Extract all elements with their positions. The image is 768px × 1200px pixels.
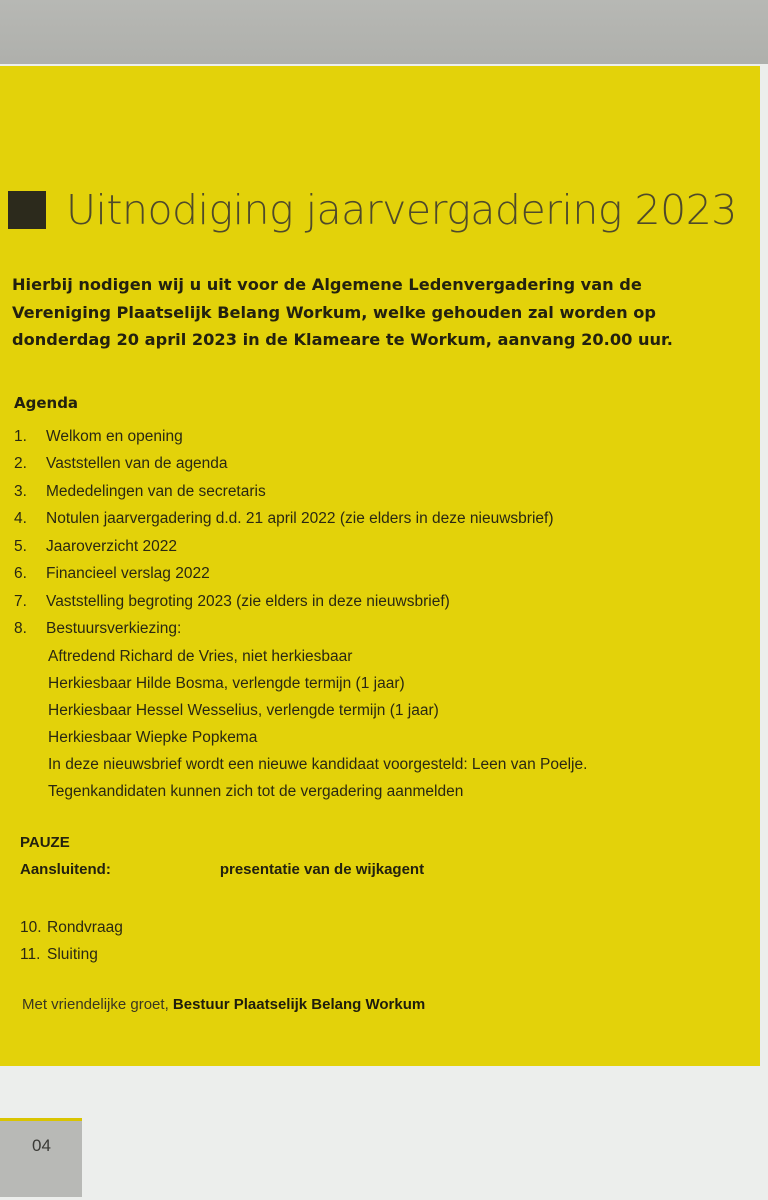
- top-background: [0, 0, 768, 68]
- agenda-heading: Agenda: [14, 394, 79, 412]
- subsequent-text: presentatie van de wijkagent: [219, 861, 425, 878]
- agenda-list: [14, 423, 744, 805]
- agenda-item: [20, 941, 123, 968]
- agenda-item-number: 7.: [14, 592, 27, 610]
- agenda-item-text: Notulen jaarvergadering d.d. 21 april 2022 (zie elders in deze nieuwsbrief): [46, 510, 554, 528]
- intro-line: Hierbij nodigen wij u uit voor de Algemene Ledenvergadering van de: [12, 275, 642, 294]
- agenda-item-number: 4.: [14, 510, 27, 528]
- title-row: [8, 186, 737, 234]
- agenda-item: [14, 506, 744, 534]
- page-number-box: [0, 1118, 82, 1197]
- agenda-item-number: 2.: [14, 455, 27, 473]
- agenda-item-text: Rondvraag: [47, 918, 123, 936]
- page-title: Uitnodiging jaarvergadering 2023: [66, 186, 737, 234]
- agenda-item-number: 10.: [20, 918, 42, 936]
- agenda-item-text: Vaststellen van de agenda: [46, 455, 228, 473]
- agenda-item-text: Welkom en opening: [46, 427, 183, 445]
- subsequent-label: Aansluitend:: [20, 861, 111, 878]
- intro-line: Vereniging Plaatselijk Belang Workum, welke gehouden zal worden op: [12, 302, 656, 322]
- yellow-panel: [0, 66, 760, 1066]
- agenda-item-number: 5.: [14, 537, 27, 555]
- election-line: Herkiesbaar Hessel Wesselius, verlengde termijn (1 jaar): [48, 701, 439, 719]
- agenda-item: [14, 423, 744, 451]
- agenda-item-number: 11.: [20, 945, 41, 963]
- agenda-item-text: Bestuursverkiezing:: [46, 620, 182, 638]
- agenda-item: [14, 533, 744, 561]
- election-line: Herkiesbaar Hilde Bosma, verlengde termijn (1 jaar): [48, 674, 405, 692]
- intro-line: donderdag 20 april 2023 in de Klameare te Workum, aanvang 20.00 uur.: [12, 330, 673, 349]
- greeting-prefix: Met vriendelijke groet,: [22, 996, 169, 1013]
- election-line: Herkiesbaar Wiepke Popkema: [48, 728, 258, 746]
- agenda-item-text: Financieel verslag 2022: [46, 565, 210, 583]
- greeting-signature: Bestuur Plaatselijk Belang Workum: [172, 996, 426, 1013]
- agenda-item-number: 3.: [14, 482, 27, 500]
- agenda-item-text: Sluiting: [47, 945, 98, 963]
- election-line: Tegenkandidaten kunnen zich tot de vergadering aanmelden: [48, 782, 464, 800]
- agenda-item: [14, 616, 744, 644]
- agenda-item: [20, 914, 123, 941]
- election-line: Aftredend Richard de Vries, niet herkiesbaar: [48, 647, 353, 665]
- agenda-item-number: 6.: [14, 565, 27, 583]
- greeting: [22, 996, 425, 1013]
- election-line: In deze nieuwsbrief wordt een nieuwe kandidaat voorgesteld: Leen van Poelje.: [48, 755, 588, 773]
- agenda-item: [14, 561, 744, 589]
- agenda-item-text: Vaststelling begroting 2023 (zie elders in deze nieuwsbrief): [46, 592, 450, 610]
- agenda-item-number: 1.: [14, 427, 27, 445]
- election-details: [14, 643, 744, 805]
- agenda-item-text: Mededelingen van de secretaris: [46, 482, 266, 500]
- agenda-item: [14, 588, 744, 616]
- subsequent-presentation: [20, 861, 424, 878]
- agenda-item: [14, 451, 744, 479]
- title-square-icon: [8, 191, 46, 229]
- agenda-item-number: 8.: [14, 620, 27, 638]
- intro-paragraph: [12, 271, 752, 354]
- newsletter-page: [0, 64, 768, 1200]
- closing-agenda-list: [20, 914, 123, 968]
- agenda-item: [14, 478, 744, 506]
- pause-label: PAUZE: [20, 834, 70, 851]
- agenda-item-text: Jaaroverzicht 2022: [46, 537, 177, 555]
- page-number: 04: [32, 1136, 51, 1155]
